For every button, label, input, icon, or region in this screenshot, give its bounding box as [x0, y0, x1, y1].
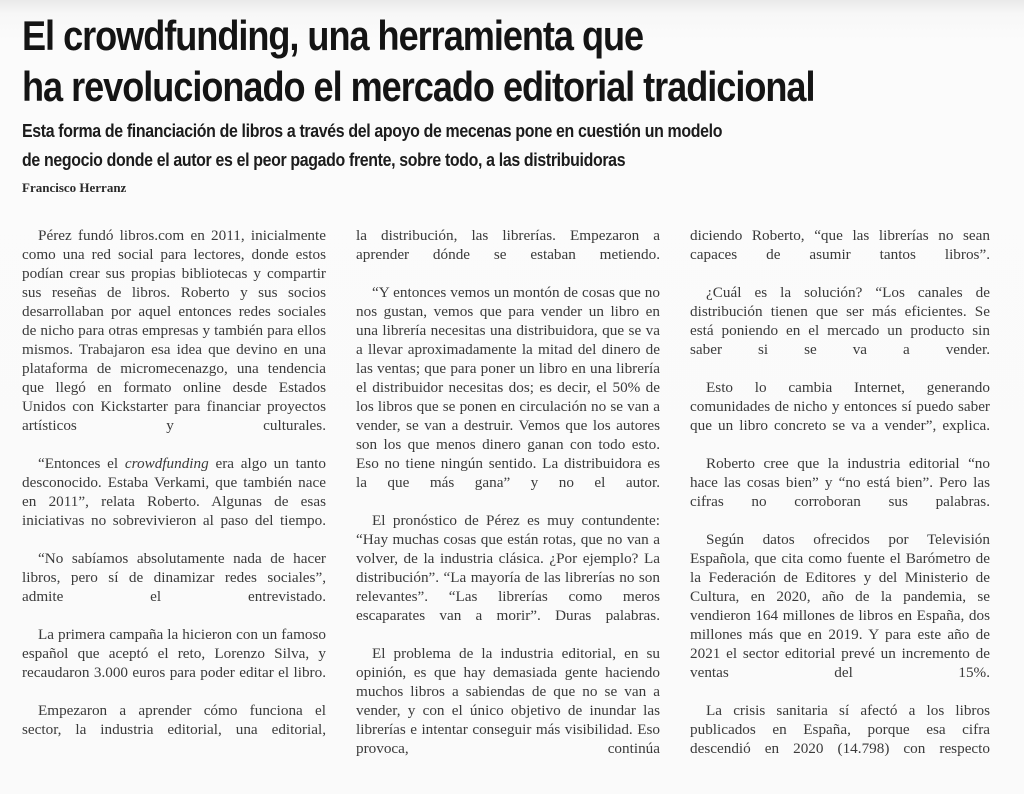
- paragraph-text: “Entonces el: [38, 455, 125, 472]
- paragraph: Esto lo cambia Internet, generando comunidades de nicho y entonces sí puedo saber que un libro concreto se va a vender”, explica.: [690, 379, 990, 434]
- article-column-3: [690, 226, 990, 777]
- paragraph: Según datos ofrecidos por Televisión Española, que cita como fuente el Barómetro de la Federación de Editores y del Ministerio de Cultura, en 2020, año de la pandemia, se vendieron 164 millones de libros en España, dos millones más que en 2019. Y para este año de 2021 el sector editorial prevé un incremento de ventas del 15%.: [690, 531, 990, 681]
- italic-term: crowdfunding: [124, 455, 209, 472]
- headline-line-2: ha revolucionado el mercado editorial tradicional: [22, 63, 815, 110]
- paragraph: “No sabíamos absolutamente nada de hacer libros, pero sí de dinamizar redes sociales”, admite el entrevistado.: [22, 550, 326, 605]
- paragraph: Pérez fundó libros.com en 2011, inicialmente como una red social para lectores, donde estos podían crear sus propias bibliotecas y compartir sus reseñas de libros. Roberto y sus socios desarrollaban por aquel entonces redes sociales de nicho para otras empresas y también para ellos mismos. Trabajaron esa idea que devino en una plataforma de micromecenazgo, una tendencia que llegó en formato online desde Estados Unidos con Kickstarter para financiar proyectos artísticos y culturales.: [22, 227, 326, 434]
- paragraph: “Y entonces vemos un montón de cosas que no nos gustan, vemos que para vender un libro en una librería necesitas una distribuidora, que se va a llevar aproximadamente la mitad del dinero de las ventas; que para poner un libro en una librería el distribuidor necesitas dos; es decir, el 50% de los libros que se ponen en circulación no se van a vender, se van a destruir. Vemos que los autores son los que menos dinero ganan con todo esto. Eso no tiene ningún sentido. La distribuidora es la que más gana” y no el autor.: [356, 284, 660, 491]
- paragraph: El problema de la industria editorial, en su opinión, es que hay demasiada gente haciendo muchos libros a sabiendas de que no se van a vender, y con el único objetivo de inundar las librerías e intentar conseguir más visibilidad. Eso provoca, continúa: [356, 645, 660, 757]
- article-column-1: [22, 226, 326, 758]
- paragraph-crowdfunding-quote: [22, 454, 326, 530]
- author-byline: Francisco Herranz: [22, 180, 127, 195]
- subheadline-line-2: de negocio donde el autor es el peor pagado frente, sobre todo, a las distribuidoras: [22, 149, 626, 170]
- headline: [22, 10, 1011, 112]
- paragraph: La primera campaña la hicieron con un famoso español que aceptó el reto, Lorenzo Silva, y recaudaron 3.000 euros para poder editar el libro.: [22, 626, 326, 681]
- subheadline: [22, 116, 882, 174]
- paragraph-text: era algo un tanto desconocido. Estaba Verkami, que también nace en 2011”, relata Roberto. Algunas de esas iniciativas no sobrevivieron al paso del tiempo.: [22, 455, 326, 529]
- paragraph-continued: diciendo Roberto, “que las librerías no sean capaces de asumir tantos libros”.: [690, 227, 990, 263]
- paragraph-continued: la distribución, las librerías. Empezaron a aprender dónde se estaban metiendo.: [356, 227, 660, 263]
- paragraph: La crisis sanitaria sí afectó a los libros publicados en España, porque esa cifra descendió en 2020 (14.798) con respecto: [690, 702, 990, 757]
- headline-line-1: El crowdfunding, una herramienta que: [22, 12, 644, 59]
- article-column-2: [356, 226, 660, 777]
- paragraph: ¿Cuál es la solución? “Los canales de distribución tienen que ser más eficientes. Se está poniendo en el mercado un producto sin saber si se va a vender.: [690, 284, 990, 358]
- subheadline-line-1: Esta forma de financiación de libros a través del apoyo de mecenas pone en cuestión un modelo: [22, 120, 723, 141]
- paragraph: Empezaron a aprender cómo funciona el sector, la industria editorial, una editorial,: [22, 702, 326, 738]
- paragraph: Roberto cree que la industria editorial “no hace las cosas bien” y “no está bien”. Pero las cifras no corroboran sus palabras.: [690, 455, 990, 510]
- paragraph: El pronóstico de Pérez es muy contundente: “Hay muchas cosas que están rotas, que no van a volver, de la industria clásica. ¿Por ejemplo? La distribución”. “La mayoría de las librerías no son relevantes”. “Las librerías como meros escaparates van a morir”. Duras palabras.: [356, 512, 660, 624]
